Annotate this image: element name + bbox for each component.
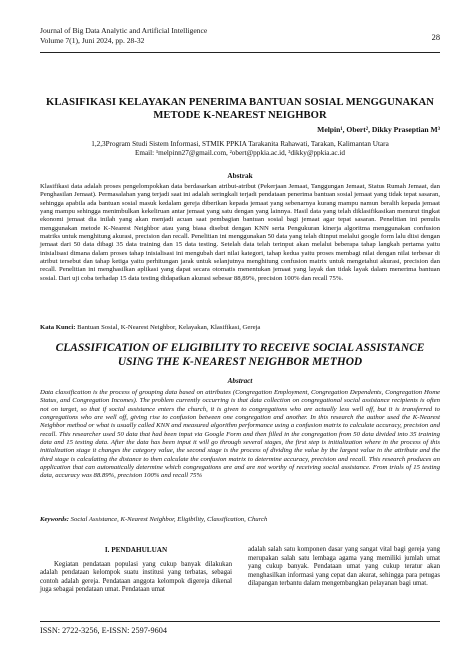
abstrak-heading: Abstrak [227,172,253,180]
keywords-label: Keywords: [40,516,69,523]
keywords [40,516,440,524]
paper-title-english: CLASSIFICATION OF ELIGIBILITY TO RECEIVE SOCIAL ASSISTANCE USING THE K-NEAREST NEIGHBOR METHOD [55,342,425,368]
issn-footer: ISSN: 2722-3256, E-ISSN: 2597-9604 [40,626,167,635]
intro-paragraph-right: adalah salah satu komponen dasar yang sangat vital bagi gereja yang merupakan salah satu lembaga agama yang memiliki jumlah umat yang cukup banyak. Pendataan umat yang cukup teratur akan menghasilkan informasi yang cepat dan akurat, sehingga para petugas dilapangan terbantu dalam mengembangkan pelayanan bagi umat. [248,546,440,587]
header-rule [40,52,440,53]
affiliation-line: 1,2,3Program Studi Sistem Informasi, STMIK PPKIA Tarakanita Rahawati, Tarakan, Kalimantan Utara [91,140,389,148]
journal-volume: Volume 7(1), Juni 2024, pp. 28-32 [40,35,145,45]
left-column [40,546,232,595]
abstract-heading: Abstract [227,377,253,385]
keywords-values: Social Assistance, K-Nearest Neighbor, Eligibility, Classification, Church [70,516,268,523]
kata-kunci-label: Kata Kunci: [40,324,76,331]
right-column [248,546,440,589]
kata-kunci-values: Bantuan Sosial, K-Nearest Neighbor, Kelayakan, Klasifikasi, Gereja [77,324,261,331]
journal-header [40,26,207,45]
author-affiliation [40,140,440,158]
page-number: 28 [431,33,440,42]
paper-authors: Melpin¹, Obert², Dikky Praseptian M³ [317,125,440,134]
abstrak-body: Klasifikasi data adalah proses pengelompokkan data berdasarkan atribut-atribut (Pekerjaan Jemaat, Tanggungan Jemaat, Status Rumah Jemaat, dan Penghasilan Jemaat). Permasalahan yang terjadi saat ini adalah seringkali terjadi pendataan penerima bantuan sosial jemaat yang tidak tepat sasaran, sehingga apabila ada bantuan sosial masuk kedalam gereja diberikan kepada jemaat yang sebenarnya kurang mampu namun beralih kepada jemaat yang mampu sehingga menimbulkan kekeliruan antar jemaat yang satu dengan yang lainnya. Hasil data yang telah diklasifikasikan menurut tingkat ekonomi jemaat dia inilah yang akan menjadi acuan saat pembagian bantuan sosial bagi jemaat agar tepat sasaran. Penelitian ini penulis menggunakan metode K-Nearest Neighbor atau yang biasa disebut dengan KNN serta Pengukuran kinerja algoritma menggunakan confusion matriks untuk menghitung akurasi, precision dan recall. Penelitian ini menggunakan 50 data yang telah diinput melalui google form lalu diisi dengan jemaat dari 50 data dibagi 35 data training dan 15 data testing. Setelah data telah terinput akan melalui beberapa tahap langkah pertama yaitu inisialisasi dimana dalam proses tahap inisialisasi ini mengubah dari nilai kategori, tahap kedua yaitu proses membagi nilai dengan nilai terbesar di atribut tersebut dan tahap ketiga yaitu perhitungan jarak untuk selanjutnya menghitung confusion matrix untuk mengetahui akurasi, precision dan recall. Penelitian ini menghasilkan aplikasi yang dapat secara otomatis menentukan jemaat yang layak dan tidak layak dalam menerima bantuan sosial. Dari uji coba terhadap 15 data testing didapatkan akurasi sebesar 88,89%, precision 100% dan recall 75%. [40,183,440,282]
paper-title-indonesian: KLASIFIKASI KELAYAKAN PENERIMA BANTUAN SOSIAL MENGGUNAKAN METODE K-NEAREST NEIGHBOR [46,97,434,121]
email-line: Email: ¹melpinn27@gmail.com, ²obert@ppkia.ac.id, ³dikky@ppkia.ac.id [135,149,345,158]
section-heading-pendahuluan: I. PENDAHULUAN [104,546,168,554]
footer-rule [40,621,440,622]
kata-kunci [40,324,440,332]
journal-name: Journal of Big Data Analytic and Artificial Intelligence [40,26,208,35]
intro-paragraph-left: Kegiatan pendataan populasi yang cukup banyak dilakukan adalah pendataan kelompok suatu institusi yang terbatas, sebagai contoh adalah gereja. Pendataan anggota kelompok digereja dikenal juga sebagai pendataan umat. Pendataan umat [40,560,232,593]
abstract-body: Data classification is the process of grouping data based on attributes (Congregation Employment, Congregation Dependents, Congregation Home Status, and Congregation Incomes). The problem currently occurring is that data collection on congregational social assistance recipients is often not on target, so that if social assistance enters the church, it is given to congregations who are actually less well off, but it is transferred to congregations who are well off, giving rise to confusion between one congregation and another. In this research the author used the K-Nearest Neighbor method or what is usually called KNN and measured algorithm performance using a confusion matrix to calculate accuracy, precision and recall. This researcher used 50 data that had been input via Google Form and then filled in the congregation from 50 data divided into 35 training data and 15 testing data. After the data has been input it will go through several stages, the first step is initialization where in the process of this initialization stage it changes the category value, the second stage is the process of dividing the value by the largest value in the attribute and the third stage is calculating the distance to then calculate the confusion matrix to determine accuracy, precision and recall. This research produces an application that can automatically determine which congregations are and are not worthy of receiving social assistance. From trials of 15 testing data, accuracy was 88.89%, precision 100% and recall 75% [40,389,440,480]
